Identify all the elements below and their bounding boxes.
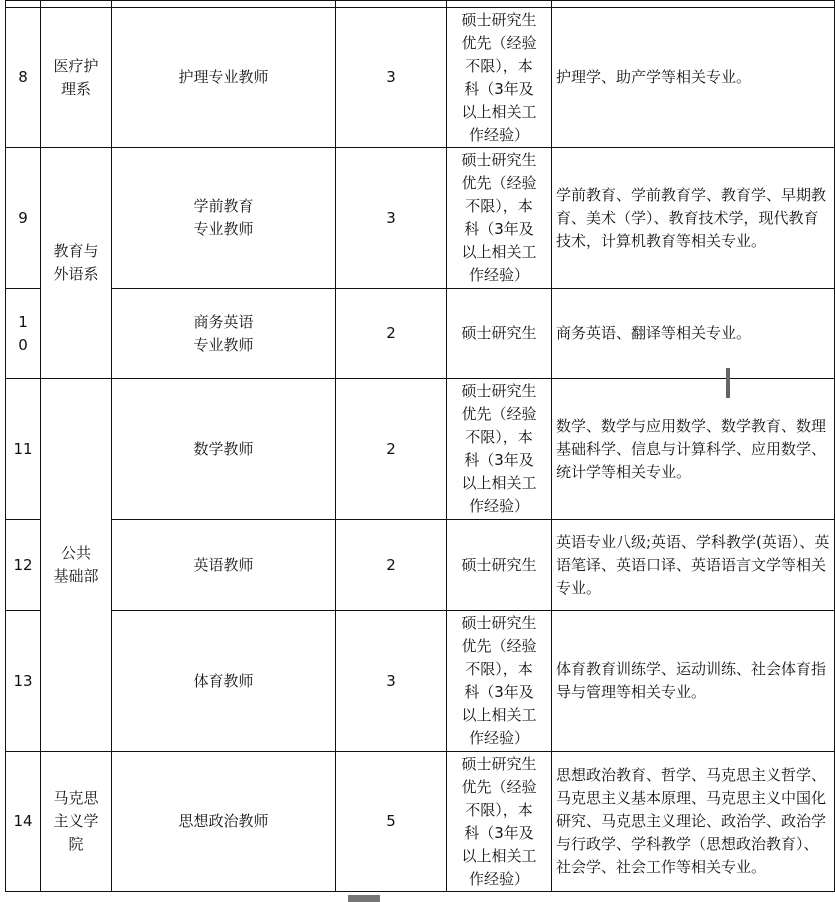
department: 医疗护 理系 bbox=[41, 8, 112, 148]
table-row bbox=[6, 289, 835, 379]
row-number: 13 bbox=[6, 611, 41, 752]
cell bbox=[112, 1, 336, 8]
headcount: 3 bbox=[336, 8, 447, 148]
table-row bbox=[6, 148, 835, 289]
position: 学前教育 专业教师 bbox=[112, 148, 336, 289]
table-row bbox=[6, 520, 835, 611]
major-requirement: 英语专业八级;英语、学科教学(英语）、英语笔译、英语口译、英语语言文学等相关专业。 bbox=[552, 520, 835, 611]
education-requirement: 硕士研究生 优先（经验 不限），本 科（3年及 以上相关工 作经验） bbox=[447, 8, 552, 148]
row-number: 11 bbox=[6, 379, 41, 520]
cell bbox=[336, 1, 447, 8]
education-requirement: 硕士研究生 优先（经验 不限），本 科（3年及 以上相关工 作经验） bbox=[447, 379, 552, 520]
cell bbox=[552, 1, 835, 8]
row-number: 1 0 bbox=[6, 289, 41, 379]
cell bbox=[6, 1, 41, 8]
headcount: 5 bbox=[336, 752, 447, 892]
table-row bbox=[6, 611, 835, 752]
headcount: 2 bbox=[336, 520, 447, 611]
department: 教育与 外语系 bbox=[41, 148, 112, 379]
recruitment-table bbox=[5, 0, 835, 892]
row-number: 12 bbox=[6, 520, 41, 611]
major-requirement: 护理学、助产学等相关专业。 bbox=[552, 8, 835, 148]
education-requirement: 硕士研究生 bbox=[447, 520, 552, 611]
position: 护理专业教师 bbox=[112, 8, 336, 148]
headcount: 2 bbox=[336, 289, 447, 379]
headcount: 3 bbox=[336, 148, 447, 289]
row-number: 14 bbox=[6, 752, 41, 892]
table-row bbox=[6, 379, 835, 520]
department: 公共 基础部 bbox=[41, 379, 112, 752]
position: 体育教师 bbox=[112, 611, 336, 752]
scroll-edge-marker bbox=[726, 368, 730, 398]
headcount: 3 bbox=[336, 611, 447, 752]
cell bbox=[447, 1, 552, 8]
page-break-marker bbox=[348, 895, 380, 902]
position: 商务英语 专业教师 bbox=[112, 289, 336, 379]
major-requirement: 思想政治教育、哲学、马克思主义哲学、马克思主义基本原理、马克思主义中国化研究、马克思主义理论、政治学、政治学与行政学、学科教学（思想政治教育）、社会学、社会工作等相关专业。 bbox=[552, 752, 835, 892]
table-row-clipped bbox=[6, 1, 835, 8]
education-requirement: 硕士研究生 bbox=[447, 289, 552, 379]
row-number: 8 bbox=[6, 8, 41, 148]
position: 思想政治教师 bbox=[112, 752, 336, 892]
position: 数学教师 bbox=[112, 379, 336, 520]
education-requirement: 硕士研究生 优先（经验 不限），本 科（3年及 以上相关工 作经验） bbox=[447, 752, 552, 892]
department: 马克思 主义学 院 bbox=[41, 752, 112, 892]
major-requirement: 体育教育训练学、运动训练、社会体育指导与管理等相关专业。 bbox=[552, 611, 835, 752]
table-row bbox=[6, 8, 835, 148]
cell bbox=[41, 1, 112, 8]
major-requirement: 学前教育、学前教育学、教育学、早期教育、美术（学）、教育技术学，现代教育技术，计算机教育等相关专业。 bbox=[552, 148, 835, 289]
education-requirement: 硕士研究生 优先（经验 不限），本 科（3年及 以上相关工 作经验） bbox=[447, 148, 552, 289]
row-number: 9 bbox=[6, 148, 41, 289]
table-row bbox=[6, 752, 835, 892]
headcount: 2 bbox=[336, 379, 447, 520]
position: 英语教师 bbox=[112, 520, 336, 611]
education-requirement: 硕士研究生 优先（经验 不限），本 科（3年及 以上相关工 作经验） bbox=[447, 611, 552, 752]
major-requirement: 数学、数学与应用数学、数学教育、数理基础科学、信息与计算科学、应用数学、统计学等相关专业。 bbox=[552, 379, 835, 520]
major-requirement: 商务英语、翻译等相关专业。 bbox=[552, 289, 835, 379]
